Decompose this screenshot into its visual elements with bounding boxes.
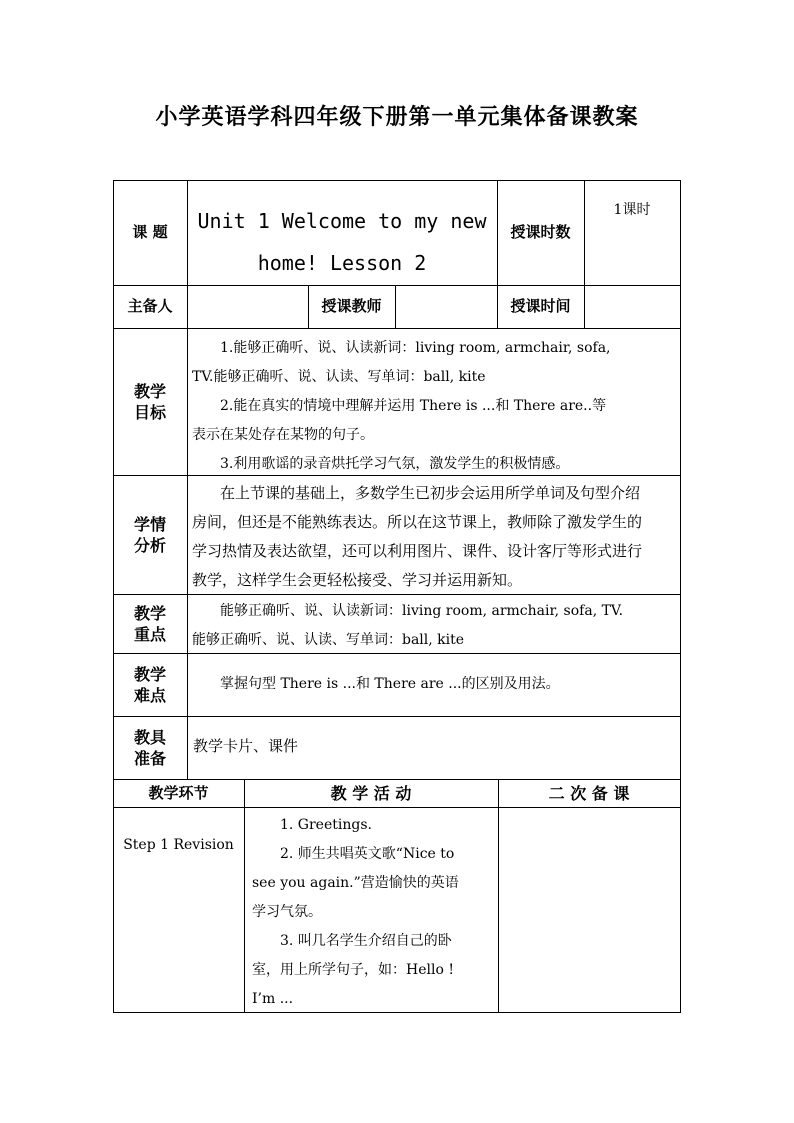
objective-2b: 表示在某处存在某物的句子。	[192, 427, 374, 443]
materials-label	[113, 716, 187, 779]
materials-text: 教学卡片、课件	[193, 737, 299, 755]
analysis-label-line2: 分析	[133, 535, 166, 555]
objective-1b: TV.能够正确听、说、认读、写单词：ball, kite	[192, 369, 486, 385]
objective-1a: 1.能够正确听、说、认读新词：living room, armchair, sofa,	[220, 340, 611, 356]
analysis-line-4: 教学，这样学生会更轻松接受、学习并运用新知。	[192, 571, 523, 589]
key-points-label	[113, 594, 187, 653]
analysis-line-3: 学习热情及表达欲望，还可以利用图片、课件、设计客厅等形式进行	[192, 542, 643, 560]
materials-label-line1: 教具	[133, 727, 166, 747]
difficulties-label	[113, 653, 187, 716]
key-points-content	[192, 597, 678, 655]
objectives-label-line1: 教学	[133, 381, 166, 401]
page-title: 小学英语学科四年级下册第一单元集体备课教案	[155, 104, 639, 130]
difficulties-text: 掌握句型 There is ...和 There are ...的区别及用法。	[220, 676, 560, 692]
analysis-line-2: 房间，但还是不能熟练表达。所以在这节课上，教师除了激发学生的	[192, 513, 643, 531]
teacher-value	[395, 285, 497, 328]
teacher-label: 授课教师	[321, 297, 382, 315]
step-1-label: Step 1 Revision	[123, 837, 234, 853]
difficulties-content	[192, 670, 678, 699]
topic-value: Unit 1 Welcome to my new home! Lesson 2	[197, 209, 487, 275]
analysis-line-1: 在上节课的基础上，多数学生已初步会运用所学单词及句型介绍	[220, 484, 641, 502]
objectives-content	[192, 334, 678, 479]
time-label: 授课时间	[510, 297, 571, 315]
step-1-activities	[252, 811, 494, 1014]
analysis-content	[192, 479, 678, 595]
hours-value: 1课时	[613, 202, 651, 218]
lead-teacher-value	[187, 285, 308, 328]
key-points-line-2: 能够正确听、说、认读、写单词：ball, kite	[192, 632, 465, 648]
hours-label: 授课时数	[510, 223, 571, 241]
objectives-label	[113, 328, 187, 475]
process-header-activity: 教 学 活 动	[330, 783, 412, 803]
analysis-label	[113, 475, 187, 594]
time-value	[584, 285, 680, 328]
activity-2b: see you again.”营造愉快的英语	[252, 875, 459, 891]
activity-3b: 室，用上所学句子，如：Hello !	[252, 962, 454, 978]
activity-3c: I’m ...	[252, 991, 294, 1007]
activity-2a: 2. 师生共唱英文歌“Nice to	[280, 846, 455, 862]
activity-3a: 3. 叫几名学生介绍自己的卧	[280, 933, 452, 949]
difficulties-label-line2: 难点	[133, 685, 166, 705]
materials-content	[193, 732, 679, 761]
process-header-revision: 二 次 备 课	[548, 783, 630, 803]
objective-2a: 2.能在真实的情境中理解并运用 There is ...和 There are..等	[220, 398, 607, 414]
key-points-label-line2: 重点	[133, 624, 166, 644]
key-points-label-line1: 教学	[133, 603, 166, 623]
materials-label-line2: 准备	[133, 748, 166, 768]
topic-label: 课 题	[132, 223, 168, 241]
process-header-step: 教学环节	[148, 783, 209, 802]
objective-3: 3.利用歌谣的录音烘托学习气氛，激发学生的积极情感。	[220, 456, 570, 472]
activity-1: 1. Greetings.	[280, 817, 372, 833]
key-points-line-1: 能够正确听、说、认读新词：living room, armchair, sofa, TV.	[220, 603, 624, 619]
objectives-label-line2: 目标	[133, 402, 166, 422]
difficulties-label-line1: 教学	[133, 664, 166, 684]
activity-2c: 学习气氛。	[252, 904, 322, 920]
lead-teacher-label: 主备人	[127, 297, 173, 315]
analysis-label-line1: 学情	[133, 514, 166, 534]
